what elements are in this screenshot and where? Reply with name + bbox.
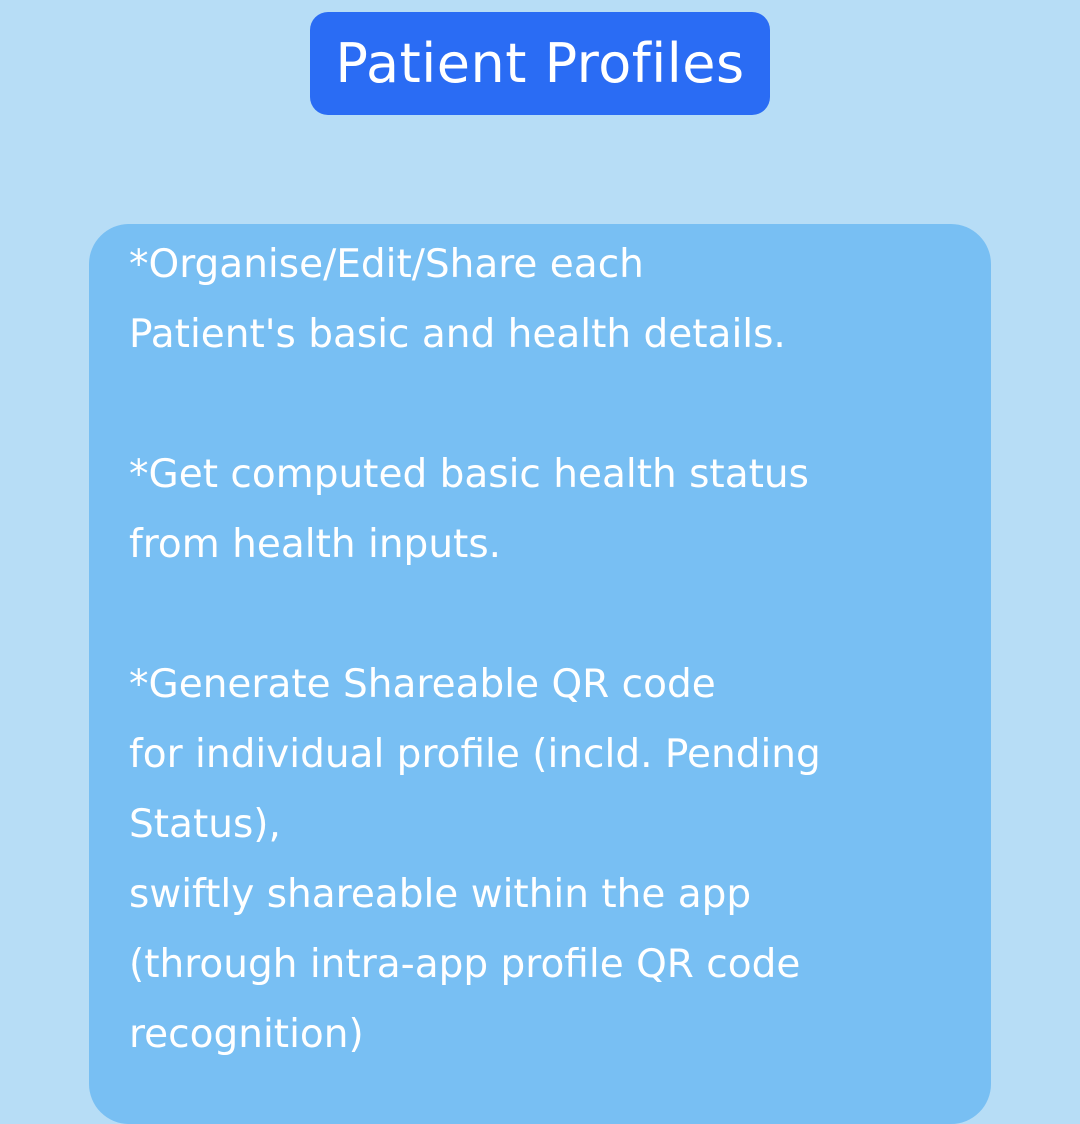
title-badge xyxy=(310,12,770,115)
page-title: Patient Profiles xyxy=(335,32,745,95)
feature-line-4: from health inputs. xyxy=(129,522,502,567)
feature-line-6: for individual profile (incld. Pending xyxy=(129,732,821,777)
feature-line-9: (through intra-app profile QR code xyxy=(129,942,801,987)
feature-line-1: *Organise/Edit/Share each xyxy=(129,242,644,287)
feature-line-3: *Get computed basic health status xyxy=(129,452,809,497)
feature-line-10: recognition) xyxy=(129,1012,364,1057)
feature-line-8: swiftly shareable within the app xyxy=(129,872,752,917)
feature-line-7: Status), xyxy=(129,802,281,847)
feature-line-5: *Generate Shareable QR code xyxy=(129,662,716,707)
feature-line-2: Patient's basic and health details. xyxy=(129,312,786,357)
